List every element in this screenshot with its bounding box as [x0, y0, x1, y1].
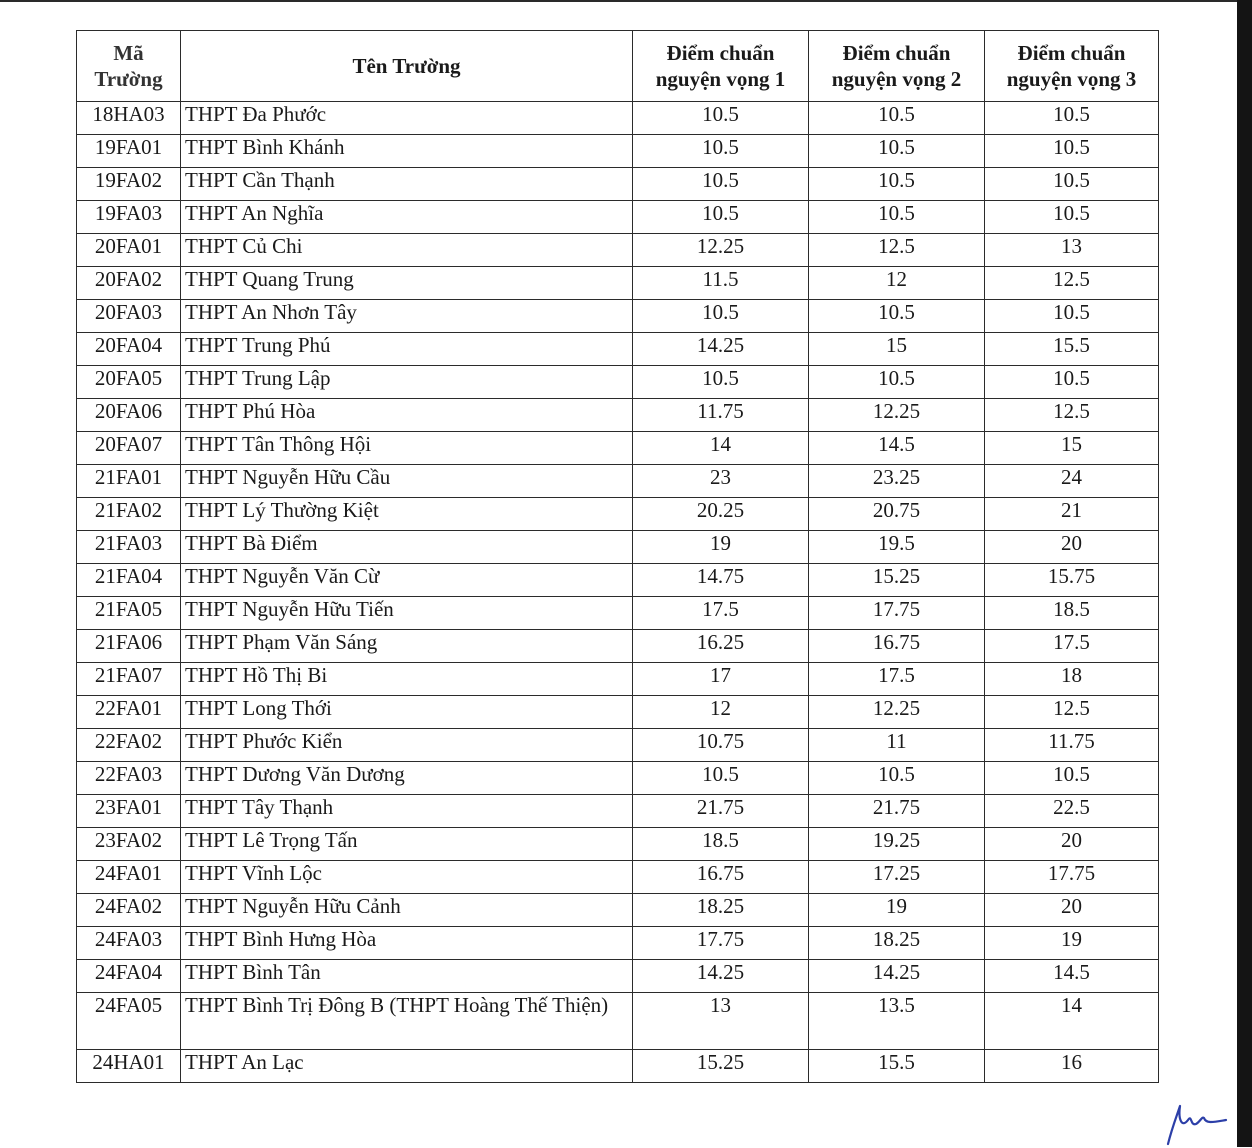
school-name-cell: THPT Phạm Văn Sáng: [181, 630, 633, 663]
school-name-cell: THPT Dương Văn Dương: [181, 762, 633, 795]
score-nv3-cell: 10.5: [985, 300, 1159, 333]
score-nv2-cell: 12: [809, 267, 985, 300]
score-nv3-cell: 18: [985, 663, 1159, 696]
scan-top-edge: [0, 0, 1252, 2]
header-score-nv3: Điểm chuẩn nguyện vọng 3: [985, 31, 1159, 102]
score-nv1-cell: 19: [633, 531, 809, 564]
table-row: [77, 300, 1159, 333]
score-nv3-cell: 12.5: [985, 399, 1159, 432]
table-row: [77, 267, 1159, 300]
score-nv1-cell: 13: [633, 993, 809, 1050]
school-name-cell: THPT Phú Hòa: [181, 399, 633, 432]
score-nv1-cell: 14.75: [633, 564, 809, 597]
table-row: [77, 498, 1159, 531]
score-nv1-cell: 10.5: [633, 168, 809, 201]
school-name-cell: THPT Long Thới: [181, 696, 633, 729]
school-code-cell: 24FA01: [77, 861, 181, 894]
table-row: [77, 135, 1159, 168]
score-nv3-cell: 17.75: [985, 861, 1159, 894]
score-nv1-cell: 16.25: [633, 630, 809, 663]
score-nv2-cell: 10.5: [809, 762, 985, 795]
school-name-cell: THPT Nguyễn Hữu Cảnh: [181, 894, 633, 927]
school-name-cell: THPT Bình Khánh: [181, 135, 633, 168]
score-nv3-cell: 21: [985, 498, 1159, 531]
header-score-nv2: Điểm chuẩn nguyện vọng 2: [809, 31, 985, 102]
school-name-cell: THPT Tân Thông Hội: [181, 432, 633, 465]
score-nv2-cell: 13.5: [809, 993, 985, 1050]
score-nv2-cell: 20.75: [809, 498, 985, 531]
score-nv2-cell: 15.25: [809, 564, 985, 597]
score-nv3-cell: 14.5: [985, 960, 1159, 993]
score-nv2-cell: 21.75: [809, 795, 985, 828]
school-code-cell: 21FA01: [77, 465, 181, 498]
score-nv1-cell: 10.5: [633, 102, 809, 135]
school-name-cell: THPT An Lạc: [181, 1050, 633, 1083]
school-code-cell: 22FA03: [77, 762, 181, 795]
header-score-nv1: Điểm chuẩn nguyện vọng 1: [633, 31, 809, 102]
table-row: [77, 564, 1159, 597]
score-nv3-cell: 20: [985, 828, 1159, 861]
school-code-cell: 20FA05: [77, 366, 181, 399]
score-nv3-cell: 14: [985, 993, 1159, 1050]
school-name-cell: THPT Vĩnh Lộc: [181, 861, 633, 894]
score-nv3-cell: 15.75: [985, 564, 1159, 597]
score-nv1-cell: 10.5: [633, 201, 809, 234]
school-name-cell: THPT Cần Thạnh: [181, 168, 633, 201]
school-name-cell: THPT Củ Chi: [181, 234, 633, 267]
admission-scores-table: [76, 30, 1159, 1083]
score-nv3-cell: 10.5: [985, 168, 1159, 201]
score-nv2-cell: 12.25: [809, 399, 985, 432]
score-nv1-cell: 11.75: [633, 399, 809, 432]
score-nv1-cell: 14: [633, 432, 809, 465]
score-nv1-cell: 10.75: [633, 729, 809, 762]
score-nv3-cell: 10.5: [985, 762, 1159, 795]
score-nv1-cell: 16.75: [633, 861, 809, 894]
score-nv3-cell: 18.5: [985, 597, 1159, 630]
school-code-cell: 19FA02: [77, 168, 181, 201]
school-name-cell: THPT Trung Lập: [181, 366, 633, 399]
school-code-cell: 18HA03: [77, 102, 181, 135]
score-nv2-cell: 17.75: [809, 597, 985, 630]
score-nv1-cell: 18.5: [633, 828, 809, 861]
score-nv1-cell: 23: [633, 465, 809, 498]
school-name-cell: THPT Nguyễn Hữu Tiến: [181, 597, 633, 630]
school-name-cell: THPT Quang Trung: [181, 267, 633, 300]
score-nv1-cell: 18.25: [633, 894, 809, 927]
table-header-row: [77, 31, 1159, 102]
school-name-cell: THPT Lê Trọng Tấn: [181, 828, 633, 861]
school-name-cell: THPT Bình Hưng Hòa: [181, 927, 633, 960]
school-code-cell: 20FA06: [77, 399, 181, 432]
score-nv2-cell: 16.75: [809, 630, 985, 663]
table-body: [77, 102, 1159, 1083]
score-nv1-cell: 12: [633, 696, 809, 729]
score-nv3-cell: 12.5: [985, 267, 1159, 300]
score-nv3-cell: 16: [985, 1050, 1159, 1083]
table-row: [77, 366, 1159, 399]
score-nv2-cell: 11: [809, 729, 985, 762]
score-nv1-cell: 10.5: [633, 300, 809, 333]
school-name-cell: THPT Bà Điểm: [181, 531, 633, 564]
school-code-cell: 24FA05: [77, 993, 181, 1050]
table-row: [77, 201, 1159, 234]
score-nv3-cell: 24: [985, 465, 1159, 498]
score-nv3-cell: 13: [985, 234, 1159, 267]
school-name-cell: THPT Lý Thường Kiệt: [181, 498, 633, 531]
score-nv2-cell: 10.5: [809, 300, 985, 333]
table-row: [77, 531, 1159, 564]
score-nv3-cell: 10.5: [985, 201, 1159, 234]
score-nv3-cell: 15.5: [985, 333, 1159, 366]
score-nv3-cell: 11.75: [985, 729, 1159, 762]
school-name-cell: THPT Nguyễn Văn Cừ: [181, 564, 633, 597]
school-code-cell: 21FA02: [77, 498, 181, 531]
school-code-cell: 20FA03: [77, 300, 181, 333]
score-nv1-cell: 10.5: [633, 366, 809, 399]
score-nv2-cell: 19.25: [809, 828, 985, 861]
score-nv2-cell: 19.5: [809, 531, 985, 564]
table-row: [77, 729, 1159, 762]
score-nv3-cell: 20: [985, 531, 1159, 564]
school-code-cell: 24HA01: [77, 1050, 181, 1083]
table-row: [77, 927, 1159, 960]
score-nv2-cell: 10.5: [809, 201, 985, 234]
school-code-cell: 21FA06: [77, 630, 181, 663]
school-name-cell: THPT Bình Trị Đông B (THPT Hoàng Thế Thiện): [181, 993, 633, 1050]
school-code-cell: 21FA05: [77, 597, 181, 630]
table-row: [77, 993, 1159, 1050]
school-name-cell: THPT Bình Tân: [181, 960, 633, 993]
school-code-cell: 24FA02: [77, 894, 181, 927]
school-code-cell: 21FA07: [77, 663, 181, 696]
table-row: [77, 861, 1159, 894]
school-code-cell: 23FA01: [77, 795, 181, 828]
score-nv1-cell: 20.25: [633, 498, 809, 531]
table-row: [77, 762, 1159, 795]
score-nv3-cell: 12.5: [985, 696, 1159, 729]
school-name-cell: THPT Hồ Thị Bi: [181, 663, 633, 696]
score-nv2-cell: 17.25: [809, 861, 985, 894]
table-row: [77, 168, 1159, 201]
school-code-cell: 22FA02: [77, 729, 181, 762]
table-row: [77, 102, 1159, 135]
school-name-cell: THPT Tây Thạnh: [181, 795, 633, 828]
score-nv2-cell: 15.5: [809, 1050, 985, 1083]
score-nv3-cell: 10.5: [985, 135, 1159, 168]
score-nv2-cell: 10.5: [809, 168, 985, 201]
school-name-cell: THPT Nguyễn Hữu Cầu: [181, 465, 633, 498]
school-name-cell: THPT Trung Phú: [181, 333, 633, 366]
school-code-cell: 20FA02: [77, 267, 181, 300]
school-code-cell: 23FA02: [77, 828, 181, 861]
school-code-cell: 21FA04: [77, 564, 181, 597]
score-nv2-cell: 10.5: [809, 366, 985, 399]
score-nv2-cell: 12.5: [809, 234, 985, 267]
score-nv3-cell: 10.5: [985, 366, 1159, 399]
score-nv2-cell: 19: [809, 894, 985, 927]
score-nv2-cell: 10.5: [809, 102, 985, 135]
score-nv3-cell: 19: [985, 927, 1159, 960]
school-code-cell: 19FA03: [77, 201, 181, 234]
table-row: [77, 1050, 1159, 1083]
score-nv2-cell: 23.25: [809, 465, 985, 498]
score-nv2-cell: 10.5: [809, 135, 985, 168]
school-code-cell: 20FA04: [77, 333, 181, 366]
school-name-cell: THPT Đa Phước: [181, 102, 633, 135]
table-row: [77, 234, 1159, 267]
score-nv1-cell: 17: [633, 663, 809, 696]
table-row: [77, 795, 1159, 828]
header-school-name: Tên Trường: [181, 31, 633, 102]
school-name-cell: THPT An Nghĩa: [181, 201, 633, 234]
score-nv1-cell: 17.75: [633, 927, 809, 960]
score-nv2-cell: 14.25: [809, 960, 985, 993]
table-row: [77, 432, 1159, 465]
school-code-cell: 24FA04: [77, 960, 181, 993]
table-row: [77, 663, 1159, 696]
score-nv3-cell: 15: [985, 432, 1159, 465]
score-nv1-cell: 10.5: [633, 762, 809, 795]
table-row: [77, 630, 1159, 663]
table-row: [77, 828, 1159, 861]
table-row: [77, 399, 1159, 432]
school-code-cell: 20FA07: [77, 432, 181, 465]
score-nv1-cell: 14.25: [633, 960, 809, 993]
score-nv1-cell: 14.25: [633, 333, 809, 366]
score-nv3-cell: 22.5: [985, 795, 1159, 828]
table-row: [77, 333, 1159, 366]
scan-right-edge: [1237, 0, 1252, 1147]
score-nv3-cell: 20: [985, 894, 1159, 927]
score-nv1-cell: 21.75: [633, 795, 809, 828]
school-name-cell: THPT An Nhơn Tây: [181, 300, 633, 333]
score-nv2-cell: 17.5: [809, 663, 985, 696]
header-school-code: Mã Trường: [77, 31, 181, 102]
school-code-cell: 24FA03: [77, 927, 181, 960]
score-nv3-cell: 17.5: [985, 630, 1159, 663]
score-nv1-cell: 17.5: [633, 597, 809, 630]
score-nv1-cell: 12.25: [633, 234, 809, 267]
table-row: [77, 696, 1159, 729]
school-code-cell: 19FA01: [77, 135, 181, 168]
score-nv3-cell: 10.5: [985, 102, 1159, 135]
signature-mark: [1162, 1098, 1232, 1148]
table-row: [77, 960, 1159, 993]
score-nv2-cell: 15: [809, 333, 985, 366]
score-nv2-cell: 18.25: [809, 927, 985, 960]
table-row: [77, 597, 1159, 630]
table-row: [77, 465, 1159, 498]
school-code-cell: 21FA03: [77, 531, 181, 564]
score-nv2-cell: 12.25: [809, 696, 985, 729]
school-name-cell: THPT Phước Kiển: [181, 729, 633, 762]
school-code-cell: 20FA01: [77, 234, 181, 267]
score-nv1-cell: 15.25: [633, 1050, 809, 1083]
score-nv1-cell: 10.5: [633, 135, 809, 168]
score-nv2-cell: 14.5: [809, 432, 985, 465]
score-nv1-cell: 11.5: [633, 267, 809, 300]
school-code-cell: 22FA01: [77, 696, 181, 729]
table-row: [77, 894, 1159, 927]
